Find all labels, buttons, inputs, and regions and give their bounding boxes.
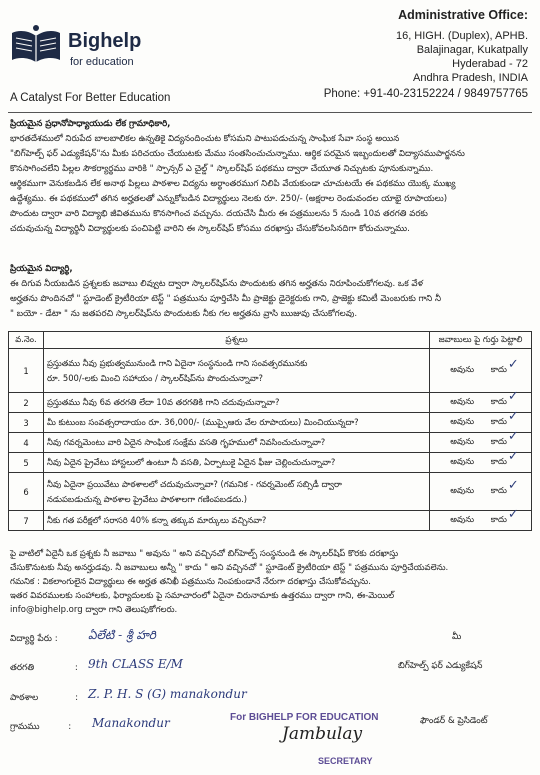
intro-line: కొనసాగించలేని పిల్లల సౌకర్యార్థము వారికి " స్పాన్సర్ ఎ చైల్డ్ " స్కాలర్‌షిప్ పథకము ద్వారా చేయూత నిచ్చుటకు పూనుకున్నాము. bbox=[10, 164, 434, 174]
column-header-answer: జవాబులు పై గుర్తు పెట్టాలి bbox=[430, 332, 532, 349]
handwritten-signature: Jambulay bbox=[282, 724, 363, 744]
stamp-org-text: For BIGHELP FOR EDUCATION bbox=[230, 712, 379, 723]
answer-cell[interactable] bbox=[430, 449, 532, 473]
question-line: నడుపబడుచున్న పాఠశాల ప్రైవేటు పాఠశాలగా గణింపబడదు.) bbox=[47, 493, 248, 504]
school-value[interactable]: Z. P. H. S (G) manakondur bbox=[88, 687, 247, 701]
no-label: కాదు bbox=[490, 514, 507, 524]
no-label: కాదు bbox=[490, 436, 507, 446]
field-colon: : bbox=[54, 634, 58, 644]
row-number: 1 bbox=[9, 349, 44, 393]
footer-line: పై వాటిలో ఏదైనీ ఒక ప్రశ్నకు నీ జవాబు " అవును " అని వచ్చినచో బిగ్‌హెల్ప్ సంస్థనుండి ఈ స్కాలర్‌షిప్ కొరకు దరఖాస్తు bbox=[10, 549, 399, 559]
intro-line: పొందుట ద్వారా వారి విద్యాభి జీవితమును కొనసాగించ వచ్చును. దయచేసి మీరు ఈ పత్రములను 5 నుండి 10వ తరగతి వరకు bbox=[10, 209, 428, 219]
header-divider bbox=[8, 112, 532, 113]
yes-option[interactable]: అవును bbox=[450, 485, 475, 495]
student-line: అర్హతను పొందినచో " స్టూడెంట్ క్రైటీరియా టెస్ట్ " పత్రమును పూర్తిచేసి మీ ప్రాజెక్టు డైరెక్టరుకు గాని, ప్రాజెక్టు కమిటీ మెంబరుకు గాని నీ bbox=[10, 294, 441, 304]
footer-line: చేసుకొనుటకు నీవు అనర్హుడవు. నీ జవాబులు అన్నీ " కాదు " అని వచ్చినచో " స్టూడెంట్ క్రైటీరియా టెస్ట్ " పత్రమును పూర్తిచేయవలెను. bbox=[10, 563, 449, 573]
table-row bbox=[9, 349, 532, 393]
no-option[interactable] bbox=[482, 478, 519, 498]
address-line: Andhra Pradesh, INDIA bbox=[413, 72, 528, 84]
intro-line: ఉద్దేశ్యము. ఈ పథకములో తగిన అర్హతలతో ఎన్నుకోబడిన విద్యార్థులు నెలకు రూ. 250/- (అక్షరాల రెండువందల యాభై రూపాయలు) bbox=[10, 194, 448, 204]
footer-line: info@bighelp.org ద్వారా గాని తెలుపుకోగలరు. bbox=[10, 605, 178, 615]
eligibility-table bbox=[8, 331, 532, 531]
no-label: కాదు bbox=[490, 364, 507, 374]
field-label: విద్యార్థి పేరు bbox=[10, 634, 52, 644]
yes-option[interactable]: అవును bbox=[450, 436, 475, 446]
field-label: తరగతి bbox=[10, 663, 35, 673]
no-label: కాదు bbox=[490, 416, 507, 426]
no-label: కాదు bbox=[490, 396, 507, 406]
signoff-org: బిగ్‌హెల్ప్ ఫర్ ఎడ్యుకేషన్ bbox=[398, 661, 483, 671]
class-value[interactable]: 9th CLASS E/M bbox=[88, 657, 183, 671]
check-mark-icon: ✓ bbox=[507, 357, 519, 372]
village-label bbox=[10, 722, 71, 734]
logo-subtitle: for education bbox=[70, 56, 134, 68]
no-label: కాదు bbox=[490, 456, 507, 466]
no-option[interactable] bbox=[482, 507, 519, 527]
tagline: A Catalyst For Better Education bbox=[10, 92, 171, 104]
yes-option[interactable]: అవును bbox=[450, 514, 475, 524]
check-mark-icon: ✓ bbox=[507, 478, 519, 493]
no-option[interactable] bbox=[482, 449, 519, 469]
field-colon: : bbox=[75, 693, 79, 703]
yes-option[interactable]: అవును bbox=[450, 456, 475, 466]
student-paragraph bbox=[10, 262, 530, 322]
question-text bbox=[44, 433, 430, 453]
field-colon: : bbox=[74, 663, 78, 673]
table-header-row bbox=[9, 332, 532, 349]
address-line: Hyderabad - 72 bbox=[452, 58, 528, 70]
field-colon: : bbox=[68, 722, 72, 732]
question-text bbox=[44, 511, 430, 531]
check-mark-icon: ✓ bbox=[507, 507, 519, 522]
question-text bbox=[44, 453, 430, 473]
check-mark-icon: ✓ bbox=[507, 389, 519, 404]
student-salutation: ప్రియమైన విద్యార్థి, bbox=[10, 264, 73, 274]
question-line: నీకు గత పరీక్షలో సరాసరి 40% కన్నా తక్కువ మార్కులు వచ్చినవా? bbox=[47, 515, 267, 525]
intro-line: చదువుచున్న విద్యార్థినీ విద్యార్థులకు పంచిపెట్టి వారిని ఈ స్కాలర్‌షిప్ కోసము దరఖాస్తు చేసుకోవలసినదిగా కోరుచున్నాము. bbox=[10, 224, 410, 234]
secretary-stamp bbox=[230, 712, 390, 772]
student-line: ఈ దిగువ నీయబడిన ప్రశ్నలకు జవాబు లివ్వుట ద్వారా స్కాలర్‌షిప్‌ను పొందుటకు తగిన అర్హతను నిరూపించుకోగలవు. ఒక వేళ bbox=[10, 279, 424, 289]
check-mark-icon: ✓ bbox=[507, 429, 519, 444]
yes-option[interactable]: అవును bbox=[450, 416, 475, 426]
field-label: పాఠశాల bbox=[10, 693, 39, 703]
question-text bbox=[44, 473, 430, 511]
row-number: 7 bbox=[9, 511, 44, 531]
table-row bbox=[9, 511, 532, 531]
signoff-yours: మీ bbox=[452, 632, 462, 642]
phone-number: Phone: +91-40-23152224 / 9849757765 bbox=[323, 88, 528, 100]
table-row bbox=[9, 413, 532, 433]
intro-line: భారతదేశములో నిరుపేద బాలబాలికల ఉన్నతికై విద్యనందించుట కోసమని పాటుపడుచున్న సాంఘిక సేవా సంస్థ అయిన bbox=[10, 134, 400, 144]
column-header-number: వ.నెం. bbox=[9, 332, 44, 349]
village-value[interactable]: Manakondur bbox=[92, 716, 170, 730]
question-line: నీవు గవర్నమెంటు వారి ఏదైన సాంఘిక సంక్షేమ వసతి గృహములో నివసించుచున్నావా? bbox=[47, 437, 326, 447]
row-number: 6 bbox=[9, 473, 44, 511]
question-line: నీవు ఏదైన ప్రైవేటు హాస్టలులో ఉంటూ నీ వసతి, ఏర్పాటుకై ఏదైన ఫీజు చెల్లించుచున్నావా? bbox=[47, 457, 336, 467]
student-name-label bbox=[10, 634, 58, 646]
no-label: కాదు bbox=[490, 485, 507, 495]
row-number: 4 bbox=[9, 433, 44, 453]
column-header-question: ప్రశ్నలు bbox=[44, 332, 430, 349]
footer-line: గమనిక : వికలాంగులైన విద్యార్థులు ఈ అర్హత తనిఖీ పత్రమును నింపకుండానే నేరుగా దరఖాస్తు చేసుకోవచ్చును. bbox=[10, 577, 371, 587]
question-line: రూ. 500/-లకు మించి సహాయం / స్కాలర్‌షిప్‌ను పొందుచున్నావా? bbox=[47, 372, 263, 383]
footer-notes bbox=[10, 547, 530, 617]
table-row bbox=[9, 473, 532, 511]
no-option[interactable] bbox=[482, 429, 519, 449]
answer-cell[interactable] bbox=[430, 349, 532, 393]
no-option[interactable] bbox=[482, 357, 519, 377]
footer-line: ఇతర వివరములకు సంహాలకు, ఫిర్యాదులకు పై సమాచారంలో ఏదైనా చిరునామాకు ఉత్తరము ద్వారా గాని, ఈ-మెయిల్ bbox=[10, 591, 395, 601]
logo-name: Bighelp bbox=[68, 30, 142, 52]
question-line: ప్రస్తుతము నీవు 6వ తరగతి లేదా 10వ తరగతికి గాని చదువుచున్నావా? bbox=[47, 397, 280, 407]
table-row bbox=[9, 433, 532, 453]
no-option[interactable] bbox=[482, 389, 519, 409]
field-label: గ్రామము bbox=[10, 722, 40, 732]
intro-paragraph bbox=[10, 117, 530, 237]
open-book-icon bbox=[10, 24, 62, 66]
stamp-role-text: SECRETARY bbox=[318, 756, 373, 766]
address-line: Balajinagar, Kukatpally bbox=[416, 44, 528, 56]
row-number: 3 bbox=[9, 413, 44, 433]
no-option[interactable] bbox=[482, 409, 519, 429]
intro-salutation: ప్రియమైన ప్రధానోపాధ్యాయుడు లేక గ్రామాధికారి, bbox=[10, 119, 171, 129]
intro-line: "బిగ్‌హెల్ప్ ఫర్ ఎడ్యుకేషన్"ను మీకు పరిచయం చేయుటకు మేము సంతసించుచున్నాము. ఆర్థిక పరమైన ఇబ్బందులతో విద్యాసముపార్జనను bbox=[10, 149, 465, 159]
yes-option[interactable]: అవును bbox=[450, 396, 475, 406]
answer-cell[interactable] bbox=[430, 507, 532, 531]
answer-cell[interactable] bbox=[430, 473, 532, 511]
question-line: ప్రస్తుతము నీవు ప్రభుత్వమునుండి గాని ఏదైనా సంస్థనుండి గాని సంవత్సరమునకు bbox=[47, 357, 308, 368]
row-number: 2 bbox=[9, 393, 44, 413]
check-mark-icon: ✓ bbox=[507, 449, 519, 464]
student-name-value[interactable]: ఏలేటి - శ్రీ హరి bbox=[88, 628, 156, 642]
row-number: 5 bbox=[9, 453, 44, 473]
question-text bbox=[44, 413, 430, 433]
table-row bbox=[9, 453, 532, 473]
table-row bbox=[9, 393, 532, 413]
yes-option[interactable]: అవును bbox=[450, 364, 475, 374]
question-line: మీ కుటుంబ సంవత్సరాదాయం రూ. 36,000/- (ముప్పైఆరు వేల రూపాయలు) మించియున్నదా? bbox=[47, 417, 359, 427]
office-title: Administrative Office: bbox=[398, 8, 528, 22]
check-mark-icon: ✓ bbox=[507, 409, 519, 424]
class-label bbox=[10, 663, 78, 675]
intro-line: ఆర్థికముగా వెనుకబడిన లేక అనాథ పిల్లలు పాఠశాల విద్యను అర్థాంతరముగ నిలిపి వేయకుండా చూచుటయే ఈ పథకము యొక్క ముఖ్య bbox=[10, 179, 456, 189]
signoff-role: ఫౌండర్ & ప్రెసిడెంట్ bbox=[420, 716, 488, 726]
question-text bbox=[44, 393, 430, 413]
question-text bbox=[44, 349, 430, 393]
address-line: 16, HIGH. (Duplex), APHB. bbox=[395, 30, 528, 42]
office-address bbox=[324, 8, 528, 101]
school-label bbox=[10, 693, 78, 705]
question-line: నీవు ఏదైనా ప్రయివేటు పాఠశాలలో చదువుచున్నావా? (గమనిక - గవర్నమెంట్ సబ్సిడీ ద్వారా bbox=[47, 478, 342, 489]
student-line: " బయో - డేటా " ను జతపరచి స్కాలర్‌షిప్‌ను పొందుటకు నీకు గల అర్హతను వ్రాసి ఋజువు చేసుకోగలవు. bbox=[10, 309, 358, 319]
